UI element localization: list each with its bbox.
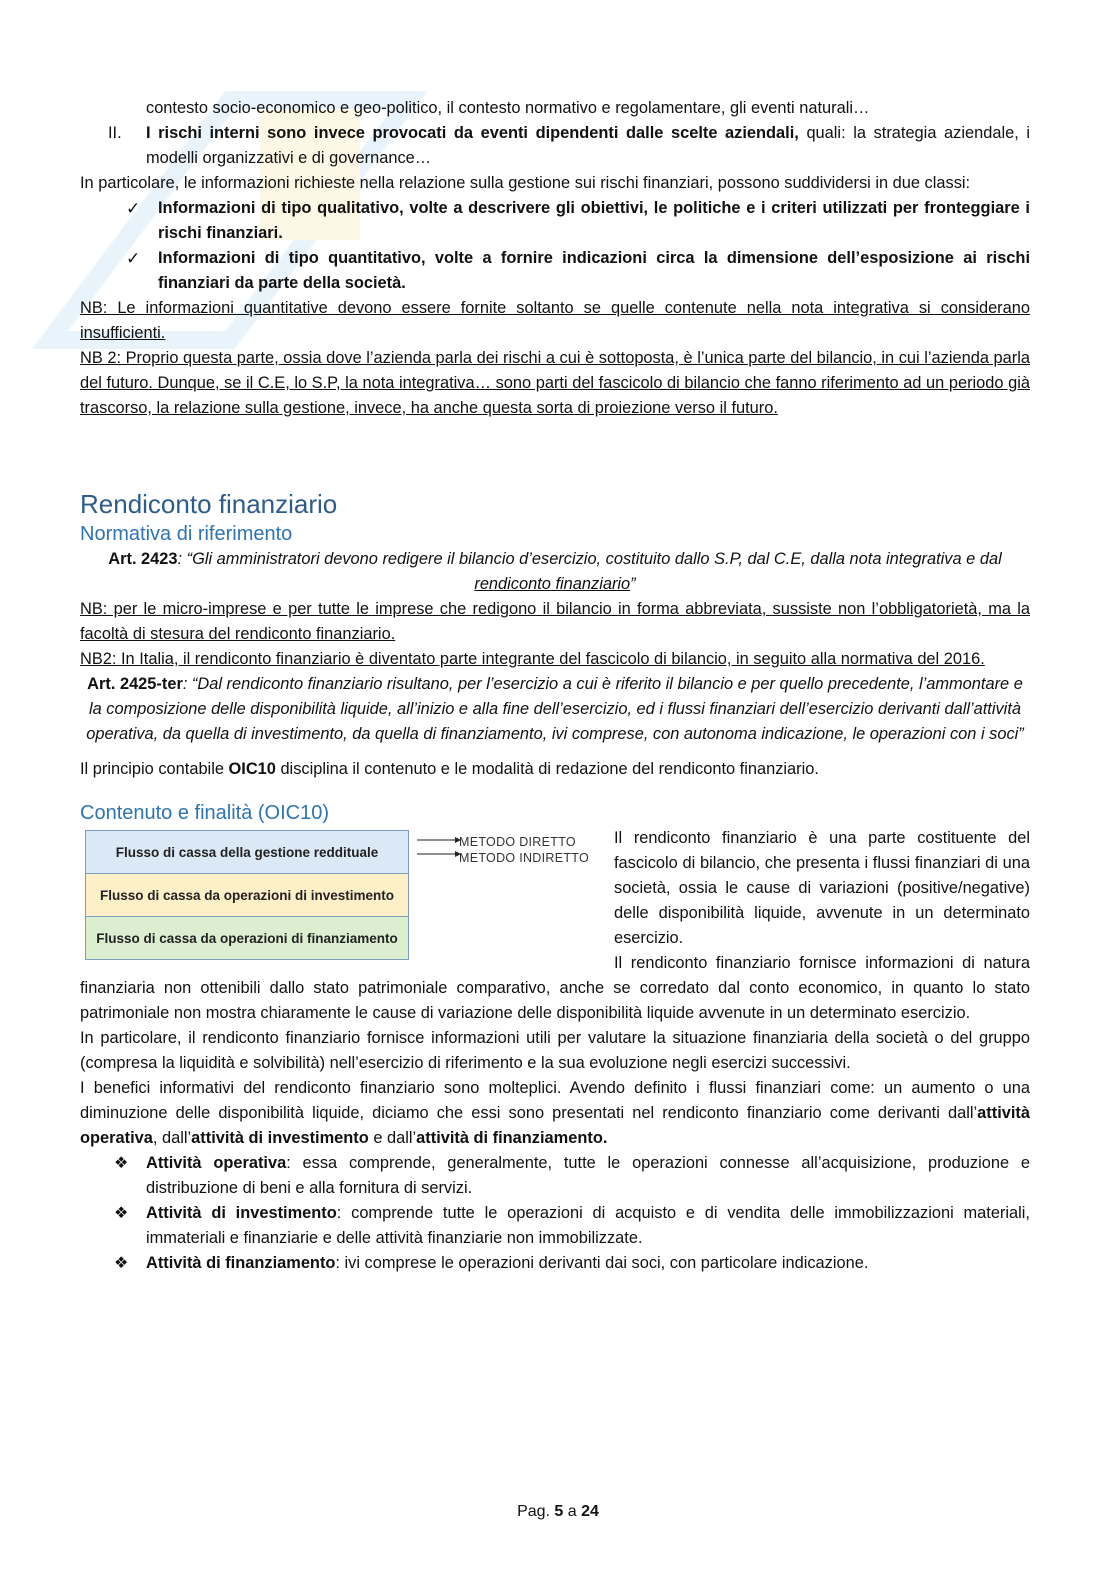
checkmark-icon: ✓ — [126, 199, 141, 218]
page-footer: Pag. 5 a 24 — [517, 1503, 599, 1520]
label-metodo-diretto: METODO DIRETTO — [459, 835, 576, 849]
roman-numeral: II. — [108, 124, 122, 142]
subsection-title-normativa: Normativa di riferimento — [80, 523, 293, 545]
arrows-icon — [415, 832, 463, 862]
diamond-bullet-icon: ❖ — [114, 1255, 129, 1272]
intro-line: contesto socio-economico e geo-politico, il contesto normativo e regolamentare, gli eventi naturali… — [146, 99, 870, 117]
bullet-attivita-finanziamento: ❖ Attività di finanziamento: ivi comprese le operazioni derivanti dai soci, con particolare indicazione. — [80, 1251, 1030, 1276]
content-paragraph-2: Il rendiconto finanziario fornisce informazioni di natura finanziaria non ottenibili dallo stato patrimoniale comparativo, anche se corredato dal conto economico, in quanto lo stato patrimoniale non mostra chiaramente le cause di variazione delle disponibilità liquide avvenute in un determinato esercizio. — [80, 954, 1030, 1022]
article-2423: Art. 2423: “Gli amministratori devono redigere il bilancio d’esercizio, costituito dallo S.P, dal C.E, dalla nota integrativa e dal rendiconto finanziario” — [108, 550, 1002, 593]
diamond-bullet-icon: ❖ — [114, 1155, 129, 1172]
nb-note-1: NB: Le informazioni quantitative devono essere fornite soltanto se quelle contenute nella nota integrativa si considerano insufficienti. — [80, 299, 1030, 342]
bullet-attivita-investimento: ❖ Attività di investimento: comprende tutte le operazioni di acquisto e di vendita delle immobilizzazioni materiali, immateriali e finanziarie e delle attività finanziarie non immobilizzate. — [80, 1201, 1030, 1251]
subsection-title-contenuto: Contenuto e finalità (OIC10) — [80, 802, 330, 824]
intro-paragraph: In particolare, le informazioni richieste nella relazione sulla gestione sui rischi finanziari, possono suddividersi in due classi: — [80, 174, 971, 192]
page-total: 24 — [581, 1503, 599, 1520]
content-paragraph-4: I benefici informativi del rendiconto finanziario sono molteplici. Avendo definito i flussi finanziari come: un aumento o una diminuzione delle disponibilità liquide, diciamo che essi sono presentati nel rendiconto finanziario come derivanti dall’attività operativa, dall’attività di investimento e dall’attività di finanziamento. — [80, 1079, 1030, 1147]
content-block — [80, 826, 1030, 1026]
roman-item-2: II. I rischi interni sono invece provocati da eventi dipendenti dalle scelte aziendali, quali: la strategia aziendale, i modelli organizzativi e di governance… — [80, 121, 1030, 171]
diamond-bullet-icon: ❖ — [114, 1205, 129, 1222]
nb2-italia: NB2: In Italia, il rendiconto finanziario è diventato parte integrante del fascicolo di bilancio, in seguito alla normativa del 2016. — [80, 650, 985, 668]
check-item-qualitative: ✓ Informazioni di tipo qualitativo, volte a descrivere gli obiettivi, le politiche e i criteri utilizzati per fronteggiare i rischi finanziari. — [80, 196, 1030, 246]
section-title: Rendiconto finanziario — [80, 489, 338, 519]
page-number: 5 — [554, 1503, 564, 1520]
box-investimento: Flusso di cassa da operazioni di investimento — [85, 873, 409, 917]
document-page — [80, 96, 1030, 1276]
content-paragraph-3: In particolare, il rendiconto finanziario fornisce informazioni utili per valutare la situazione finanziaria della società o del gruppo (compresa la liquidità e solvibilità) nell’esercizio di riferimento e la sua evoluzione negli esercizi successivi. — [80, 1029, 1030, 1072]
box-gestione-reddituale: Flusso di cassa della gestione reddituale — [85, 830, 409, 874]
label-metodo-indiretto: METODO INDIRETTO — [459, 851, 590, 865]
oic10-paragraph: Il principio contabile OIC10 disciplina il contenuto e le modalità di redazione del rendiconto finanziario. — [80, 760, 819, 778]
content-paragraph-1: Il rendiconto finanziario è una parte costituente del fascicolo di bilancio, che presenta i flussi finanziari di una società, ossia le cause di variazioni (positive/negative) delle disponibilità liquide, avvenute in un determinato esercizio. — [614, 829, 1030, 947]
nb-note-2: NB 2: Proprio questa parte, ossia dove l’azienda parla dei rischi a cui è sottoposta, è l’unica parte del bilancio, in cui l’azienda parla del futuro. Dunque, se il C.E, lo S.P, la nota integrativa… sono parti del fascicolo di bilancio che fanno riferimento ad un periodo già trascorso, la relazione sulla gestione, invece, ha anche questa sorta di proiezione verso il futuro. — [80, 349, 1030, 417]
check-item-quantitative: ✓ Informazioni di tipo quantitativo, volte a fornire indicazioni circa la dimensione dell’esposizione ai rischi finanziari da parte della società. — [80, 246, 1030, 296]
bullet-attivita-operativa: ❖ Attività operativa: essa comprende, generalmente, tutte le operazioni connesse all’acquisizione, produzione e distribuzione di beni e alla fornitura di servizi. — [80, 1151, 1030, 1201]
nb-micro-imprese: NB: per le micro-imprese e per tutte le imprese che redigono il bilancio in forma abbreviata, sussiste non l’obbligatorietà, ma la facoltà di stesura del rendiconto finanziario. — [80, 600, 1030, 643]
box-finanziamento: Flusso di cassa da operazioni di finanziamento — [85, 916, 409, 960]
cash-flow-diagram — [80, 830, 600, 968]
checkmark-icon: ✓ — [126, 249, 141, 268]
article-2425-ter: Art. 2425-ter: “Dal rendiconto finanziario risultano, per l’esercizio a cui è riferito il bilancio e per quello precedente, l’ammontare e la composizione delle disponibilità liquide, all’inizio e alla fine dell’esercizio, ed i flussi finanziari dell’esercizio derivanti dall’attività operativa, da quella di investimento, da quella di finanziamento, ivi comprese, con autonoma indicazione, le operazioni con i soci” — [86, 675, 1024, 743]
